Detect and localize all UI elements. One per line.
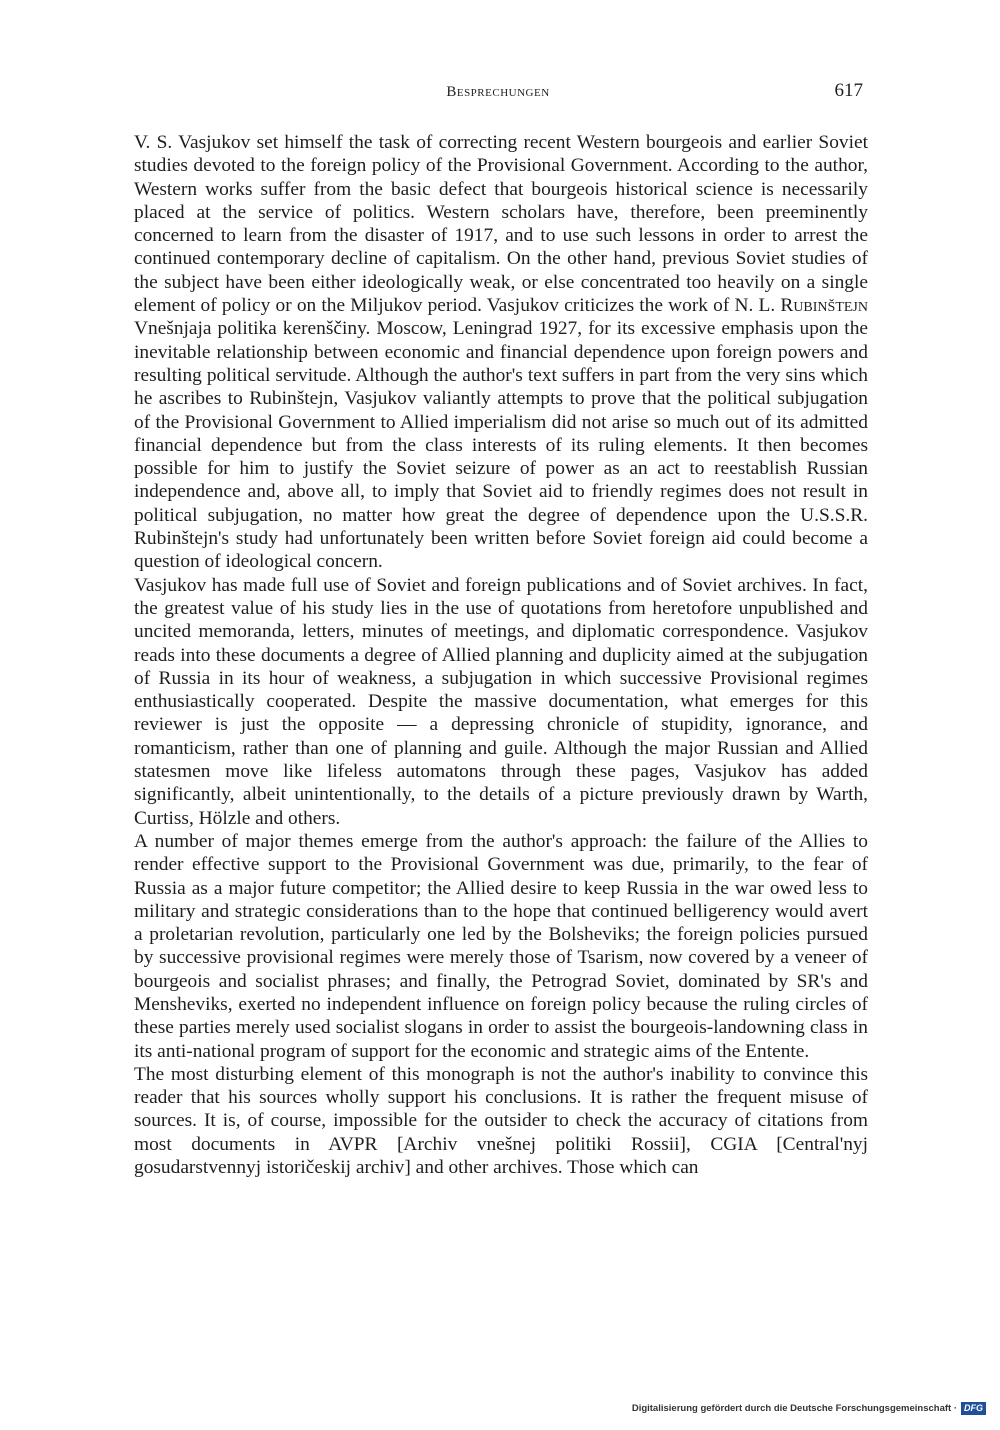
- paragraph-1-text-b: Vnešnjaja politika kerenščiny. Moscow, Leningrad 1927, for its excessive emphasis upon the inevitable relationship between economic and financial dependence upon foreign powers and resulting political servitude. Although the author's text suffers in part from the very sins which he ascribes to Rubinštejn, Vasjukov valiantly attempts to prove that the political subjugation of the Provisional Government to Allied imperialism did not arise so much out of its admitted financial dependence but from the class interests of its ruling elements. It then becomes possible for him to justify the Soviet seizure of power as an act to reestablish Russian independence and, above all, to imply that Soviet aid to friendly regimes does not result in political subjugation, no matter how great the degree of dependence upon the U.S.S.R. Rubinštejn's study had unfortunately been written before Soviet foreign aid could become a question of ideological concern.: [134, 318, 868, 573]
- page-header: [133, 80, 863, 106]
- article-body: [134, 131, 868, 1179]
- author-name-rubinstejn: Rubinštejn: [780, 295, 868, 317]
- paragraph-1-text-a: V. S. Vasjukov set himself the task of correcting recent Western bourgeois and earlier Soviet studies devoted to the foreign policy of the Provisional Government. According to the author, Western works suffer from the basic defect that bourgeois historical science is necessarily placed at the service of politics. Western scholars have, therefore, been preeminently concerned to learn from the disaster of 1917, and to use such lessons in order to arrest the continued contemporary decline of capitalism. On the other hand, previous Soviet studies of the subject have been either ideologically weak, or else concentrated too heavily on a single element of policy or on the Miljukov period. Vasjukov criticizes the work of N. L.: [134, 132, 868, 317]
- credit-text: Digitalisierung gefördert durch die Deutsche Forschungsgemeinschaft ·: [631, 1403, 957, 1414]
- running-title: Besprechungen: [446, 84, 550, 100]
- paragraph-3: A number of major themes emerge from the author's approach: the failure of the Allies to render effective support to the Provisional Government was due, primarily, to the fear of Russia as a major future competitor; the Allied desire to keep Russia in the war owed less to military and strategic considerations than to the hope that continued belligerency would avert a proletarian revolution, particularly one led by the Bolsheviks; the foreign policies pursued by successive provisional regimes were merely those of Tsarism, now covered by a veneer of bourgeois and socialist phrases; and finally, the Petrograd Soviet, dominated by SR's and Mensheviks, exerted no independent influence on foreign policy because the ruling circles of these parties merely used socialist slogans in order to assist the bourgeois-landowning class in its anti-national program of support for the economic and strategic aims of the Entente.: [134, 830, 868, 1062]
- paragraph-4: The most disturbing element of this monograph is not the author's inability to convince this reader that his sources wholly support his conclusions. It is rather the frequent misuse of sources. It is, of course, impossible for the outsider to check the accuracy of citations from most documents in AVPR [Archiv vnešnej politiki Rossii], CGIA [Central'nyj gosudarstvennyj istoričeskij archiv] and other archives. Those which can: [134, 1063, 868, 1179]
- paragraph-2: Vasjukov has made full use of Soviet and foreign publications and of Soviet archives. In fact, the greatest value of his study lies in the use of quotations from heretofore unpublished and uncited memoranda, letters, minutes of meetings, and diplomatic correspondence. Vasjukov reads into these documents a degree of Allied planning and duplicity aimed at the subjugation of Russia in its hour of weakness, a subjugation in which successive Provisional regimes enthusiastically cooperated. Despite the massive documentation, what emerges for this reviewer is just the opposite — a depressing chronicle of stupidity, ignorance, and romanticism, rather than one of planning and guile. Although the major Russian and Allied statesmen move like lifeless automatons through these pages, Vasjukov has added significantly, albeit unintentionally, to the details of a picture previously drawn by Warth, Curtiss, Hölzle and others.: [134, 574, 868, 829]
- page-number: 617: [834, 80, 863, 101]
- dfg-logo: DFG: [961, 1402, 986, 1415]
- paragraph-1: [134, 131, 868, 574]
- digitization-credit: [632, 1402, 986, 1415]
